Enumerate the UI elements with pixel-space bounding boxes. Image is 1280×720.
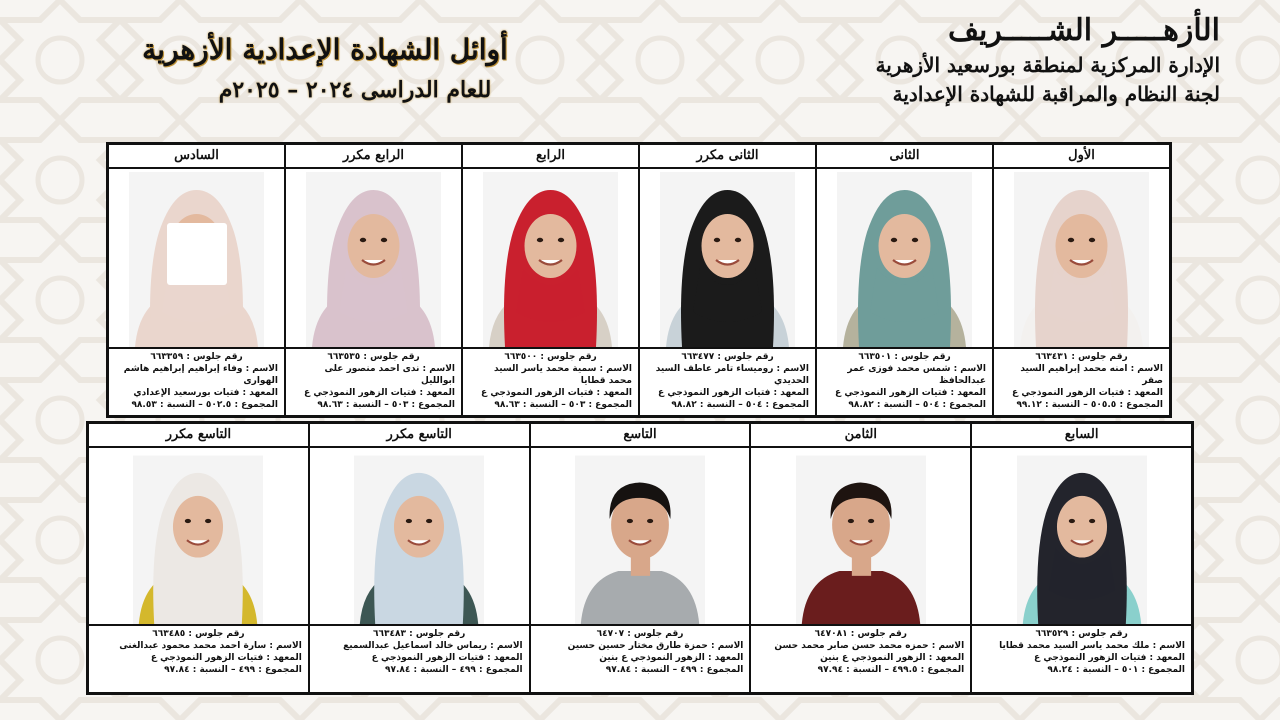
student-seat-number: رقم جلوس : ٦٦٣٤٨٥	[152, 629, 245, 639]
student-info	[89, 626, 308, 692]
student-rank: التاسع	[531, 424, 750, 448]
student-score: المجموع : ٤٩٩ – النسبة : ٩٧.٨٤	[164, 665, 302, 675]
student-info	[531, 626, 750, 692]
student-photo	[751, 448, 970, 626]
student-name: الاسم : روميساء تامر عاطف السيد الحديدي	[655, 364, 809, 386]
student-portrait	[1014, 169, 1149, 347]
top-students-grid	[106, 142, 1172, 418]
institution-header	[790, 12, 1220, 108]
student-photo	[531, 448, 750, 626]
student-school: المعهد : فتيات الزهور النموذجي ع	[1012, 388, 1163, 398]
student-photo	[89, 448, 308, 626]
student-photo	[817, 169, 992, 349]
bottom-students-grid	[86, 421, 1194, 695]
student-rank: الرابع مكرر	[286, 145, 461, 169]
student-seat-number: رقم جلوس : ٦٦٣٥٢٩	[1035, 629, 1128, 639]
student-card	[640, 145, 815, 415]
student-seat-number: رقم جلوس : ٦٦٣٥٠٠	[504, 352, 597, 362]
student-rank: الثانى	[817, 145, 992, 169]
page-title: أوائل الشهادة الإعدادية الأزهرية	[142, 33, 508, 66]
student-rank: السادس	[109, 145, 284, 169]
student-name: الاسم : وفاء إبراهيم إبراهيم هاشم الهوارى	[123, 364, 278, 386]
student-score: المجموع : ٤٩٩.٥ – النسبة : ٩٧.٩٤	[817, 665, 965, 675]
student-portrait	[837, 169, 972, 347]
administration-name: الإدارة المركزية لمنطقة بورسعيد الأزهرية	[875, 53, 1220, 77]
student-portrait	[483, 169, 618, 347]
student-school: المعهد : فتيات الزهور النموذجي ع	[371, 653, 523, 663]
student-school: المعهد : فتيات الزهور النموذجي ع	[1034, 653, 1185, 663]
student-seat-number: رقم جلوس : ٦٦٣٥٠١	[858, 352, 951, 362]
student-seat-number: رقم جلوس : ٦٦٣٣٥٩	[150, 352, 243, 362]
student-score: المجموع : ٥٠٤ – النسبة : ٩٨.٨٢	[671, 400, 809, 410]
student-info	[972, 626, 1191, 692]
student-info	[751, 626, 970, 692]
student-name: الاسم : ملك محمد ياسر السيد محمد قطايا	[999, 641, 1185, 651]
student-name: الاسم : سمية محمد ياسر السيد محمد قطايا	[494, 364, 632, 386]
student-info	[817, 349, 992, 415]
student-photo	[994, 169, 1169, 349]
student-portrait	[1017, 448, 1147, 624]
student-name: الاسم : امنه محمد إبراهيم السيد صقر	[1020, 364, 1163, 386]
student-score: المجموع : ٥٠٥.٥ – النسبة : ٩٩.١٢	[1016, 400, 1163, 410]
student-photo	[972, 448, 1191, 626]
student-rank: التاسع مكرر	[310, 424, 529, 448]
student-portrait	[306, 169, 441, 347]
student-score: المجموع : ٥٠٣ – النسبة : ٩٨.٦٣	[494, 400, 632, 410]
student-name: الاسم : حمزة طارق مختار حسين حسين	[567, 641, 744, 651]
student-name: الاسم : سارة احمد محمد محمود عبدالغنى	[119, 641, 302, 651]
student-info	[286, 349, 461, 415]
student-seat-number: رقم جلوس : ٦٤٧٠٧	[596, 629, 684, 639]
student-photo	[109, 169, 284, 349]
student-name: الاسم : ندى احمد منصور على ابوالليل	[324, 364, 455, 386]
student-card	[109, 145, 284, 415]
student-score: المجموع : ٥٠٣ – النسبة : ٩٨.٦٣	[317, 400, 455, 410]
student-score: المجموع : ٥٠٤ – النسبة : ٩٨.٨٢	[848, 400, 986, 410]
student-info	[994, 349, 1169, 415]
student-card	[286, 145, 461, 415]
student-seat-number: رقم جلوس : ٦٤٧٠٨١	[814, 629, 907, 639]
student-info	[463, 349, 638, 415]
student-score: المجموع : ٥٠٢.٥ – النسبة : ٩٨.٥٣	[131, 400, 278, 410]
student-school: المعهد : فتيات الزهور النموذجي ع	[150, 653, 302, 663]
student-card	[89, 424, 308, 692]
student-school: المعهد : فتيات الزهور النموذجي ع	[304, 388, 455, 398]
student-rank: الأول	[994, 145, 1169, 169]
student-score: المجموع : ٤٩٩ – النسبة : ٩٧.٨٤	[384, 665, 523, 675]
student-school: المعهد : فتيات بورسعيد الإعدادي	[133, 388, 278, 398]
student-info	[109, 349, 284, 415]
student-card	[531, 424, 750, 692]
student-photo	[286, 169, 461, 349]
student-seat-number: رقم جلوس : ٦٦٣٤٧٧	[681, 352, 774, 362]
student-rank: السابع	[972, 424, 1191, 448]
student-name: الاسم : ريماس خالد اسماعيل عبدالسميع	[343, 641, 523, 651]
student-rank: الثانى مكرر	[640, 145, 815, 169]
student-photo	[310, 448, 529, 626]
student-name: الاسم : شمس محمد فوزى عمر عبدالحافظ	[847, 364, 986, 386]
student-school: المعهد : الزهور النموذجي ع بنين	[599, 653, 744, 663]
student-school: المعهد : فتيات الزهور النموذجي ع	[481, 388, 632, 398]
student-portrait	[354, 448, 484, 624]
student-card	[994, 145, 1169, 415]
student-portrait	[660, 169, 795, 347]
student-rank: التاسع مكرر	[89, 424, 308, 448]
page-title-block	[110, 30, 540, 106]
student-portrait	[796, 448, 926, 624]
student-school: المعهد : الزهور النموذجي ع بنين	[820, 653, 965, 663]
institution-name: الأزهـــــر الشـــــريف	[947, 13, 1220, 48]
student-info	[310, 626, 529, 692]
student-photo	[640, 169, 815, 349]
student-rank: الرابع	[463, 145, 638, 169]
student-seat-number: رقم جلوس : ٦٦٣٤٣١	[1035, 352, 1128, 362]
student-seat-number: رقم جلوس : ٦٦٣٤٨٣	[373, 629, 466, 639]
student-name: الاسم : حمزه محمد حسن صابر محمد حسن	[774, 641, 965, 651]
student-card	[310, 424, 529, 692]
student-school: المعهد : فتيات الزهور النموذجي ع	[835, 388, 986, 398]
student-info	[640, 349, 815, 415]
student-portrait	[575, 448, 705, 624]
student-card	[751, 424, 970, 692]
student-score: المجموع : ٥٠١ – النسبة : ٩٨.٢٤	[1047, 665, 1185, 675]
student-portrait	[133, 448, 263, 624]
blurred-face-overlay	[167, 223, 227, 285]
student-photo	[463, 169, 638, 349]
student-rank: الثامن	[751, 424, 970, 448]
student-card	[463, 145, 638, 415]
student-card	[817, 145, 992, 415]
student-card	[972, 424, 1191, 692]
committee-name: لجنة النظام والمراقبة للشهادة الإعدادية	[892, 82, 1220, 106]
student-score: المجموع : ٤٩٩ – النسبة : ٩٧.٨٤	[605, 665, 744, 675]
academic-year: للعام الدراسى ٢٠٢٤ – ٢٠٢٥م	[218, 77, 492, 103]
student-school: المعهد : فتيات الزهور النموذجي ع	[658, 388, 809, 398]
student-seat-number: رقم جلوس : ٦٦٣٥٣٥	[327, 352, 420, 362]
